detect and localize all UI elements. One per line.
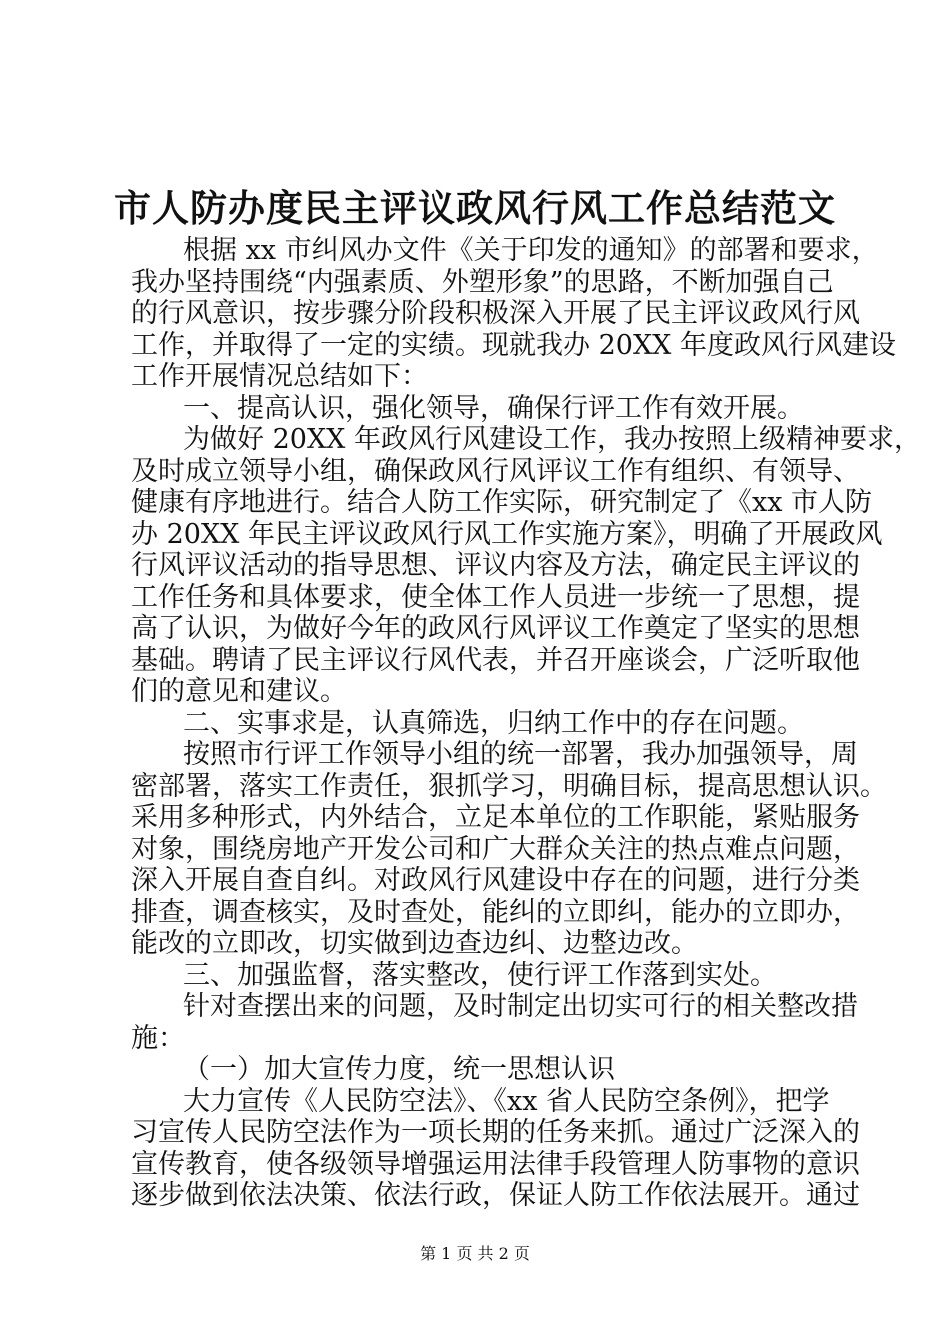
paragraph-line: 逐步做到依法决策、依法行政，保证人防工作依法展开。通过 <box>131 1180 860 1211</box>
paragraph-line: 办 20XX 年民主评议政风行风工作实施方案》，明确了开展政风 <box>131 518 883 550</box>
section-heading: 二、实事求是，认真筛选，归纳工作中的存在问题。 <box>183 707 804 739</box>
document-body <box>131 235 921 1212</box>
paragraph-line: 宣传教育，使各级领导增强运用法律手段管理人防事物的意识 <box>131 1148 860 1180</box>
paragraph-line: 工作任务和具体要求，使全体工作人员进一步统一了思想，提 <box>131 581 860 613</box>
section-heading: 一、提高认识，强化领导，确保行评工作有效开展。 <box>183 392 804 424</box>
paragraph-line: 工作，并取得了一定的实绩。现就我办 20XX 年度政风行风建设 <box>131 329 896 361</box>
paragraph-line: 基础。聘请了民主评议行风代表，并召开座谈会，广泛听取他 <box>131 644 860 676</box>
paragraph-line: 工作开展情况总结如下： <box>131 361 428 392</box>
paragraph-line: 的行风意识，按步骤分阶段积极深入开展了民主评议政风行风 <box>131 298 860 329</box>
document-title: 市人防办度民主评议政风行风工作总结范文 <box>114 186 836 230</box>
paragraph-line: 我办坚持围绕“内强素质、外塑形象”的思路，不断加强自己 <box>131 266 834 298</box>
paragraph-line: 针对查摆出来的问题，及时制定出切实可行的相关整改措 <box>183 991 858 1022</box>
paragraph-line: 按照市行评工作领导小组的统一部署，我办加强领导，周 <box>183 739 858 770</box>
paragraph-line: 高了认识，为做好今年的政风行风评议工作奠定了坚实的思想 <box>131 613 860 644</box>
paragraph-line: 行风评议活动的指导思想、评议内容及方法，确定民主评议的 <box>131 550 860 581</box>
page-footer: 第 1 页 共 2 页 <box>420 1244 530 1263</box>
paragraph-line: 能改的立即改，切实做到边查边纠、边整边改。 <box>131 928 698 959</box>
paragraph-line: 及时成立领导小组，确保政风行风评议工作有组织、有领导、 <box>131 455 860 487</box>
section-heading: 三、加强监督，落实整改，使行评工作落到实处。 <box>183 959 777 991</box>
paragraph-line: 采用多种形式，内外结合，立足本单位的工作职能，紧贴服务 <box>131 802 860 833</box>
paragraph-line: 对象，围绕房地产开发公司和广大群众关注的热点难点问题， <box>131 833 860 865</box>
paragraph-line: 为做好 20XX 年政风行风建设工作，我办按照上级精神要求， <box>183 424 921 455</box>
paragraph-line: 深入开展自查自纠。对政风行风建设中存在的问题，进行分类 <box>131 865 860 896</box>
paragraph-line: 们的意见和建议。 <box>131 676 347 707</box>
subsection-heading: （一）加大宣传力度，统一思想认识 <box>183 1054 615 1085</box>
paragraph-line: 密部署，落实工作责任，狠抓学习，明确目标，提高思想认识。 <box>131 770 887 802</box>
paragraph-line: 排查，调查核实，及时查处，能纠的立即纠，能办的立即办， <box>131 896 860 928</box>
paragraph-line: 习宣传人民防空法作为一项长期的任务来抓。通过广泛深入的 <box>131 1117 860 1148</box>
paragraph-line: 大力宣传《人民防空法》、《xx 省人民防空条例》，把学 <box>183 1085 830 1117</box>
paragraph-line: 根据 xx 市纠风办文件《关于印发的通知》的部署和要求， <box>183 235 879 266</box>
paragraph-line: 健康有序地进行。结合人防工作实际，研究制定了《xx 市人防 <box>131 487 873 518</box>
paragraph-line: 施： <box>131 1022 185 1054</box>
